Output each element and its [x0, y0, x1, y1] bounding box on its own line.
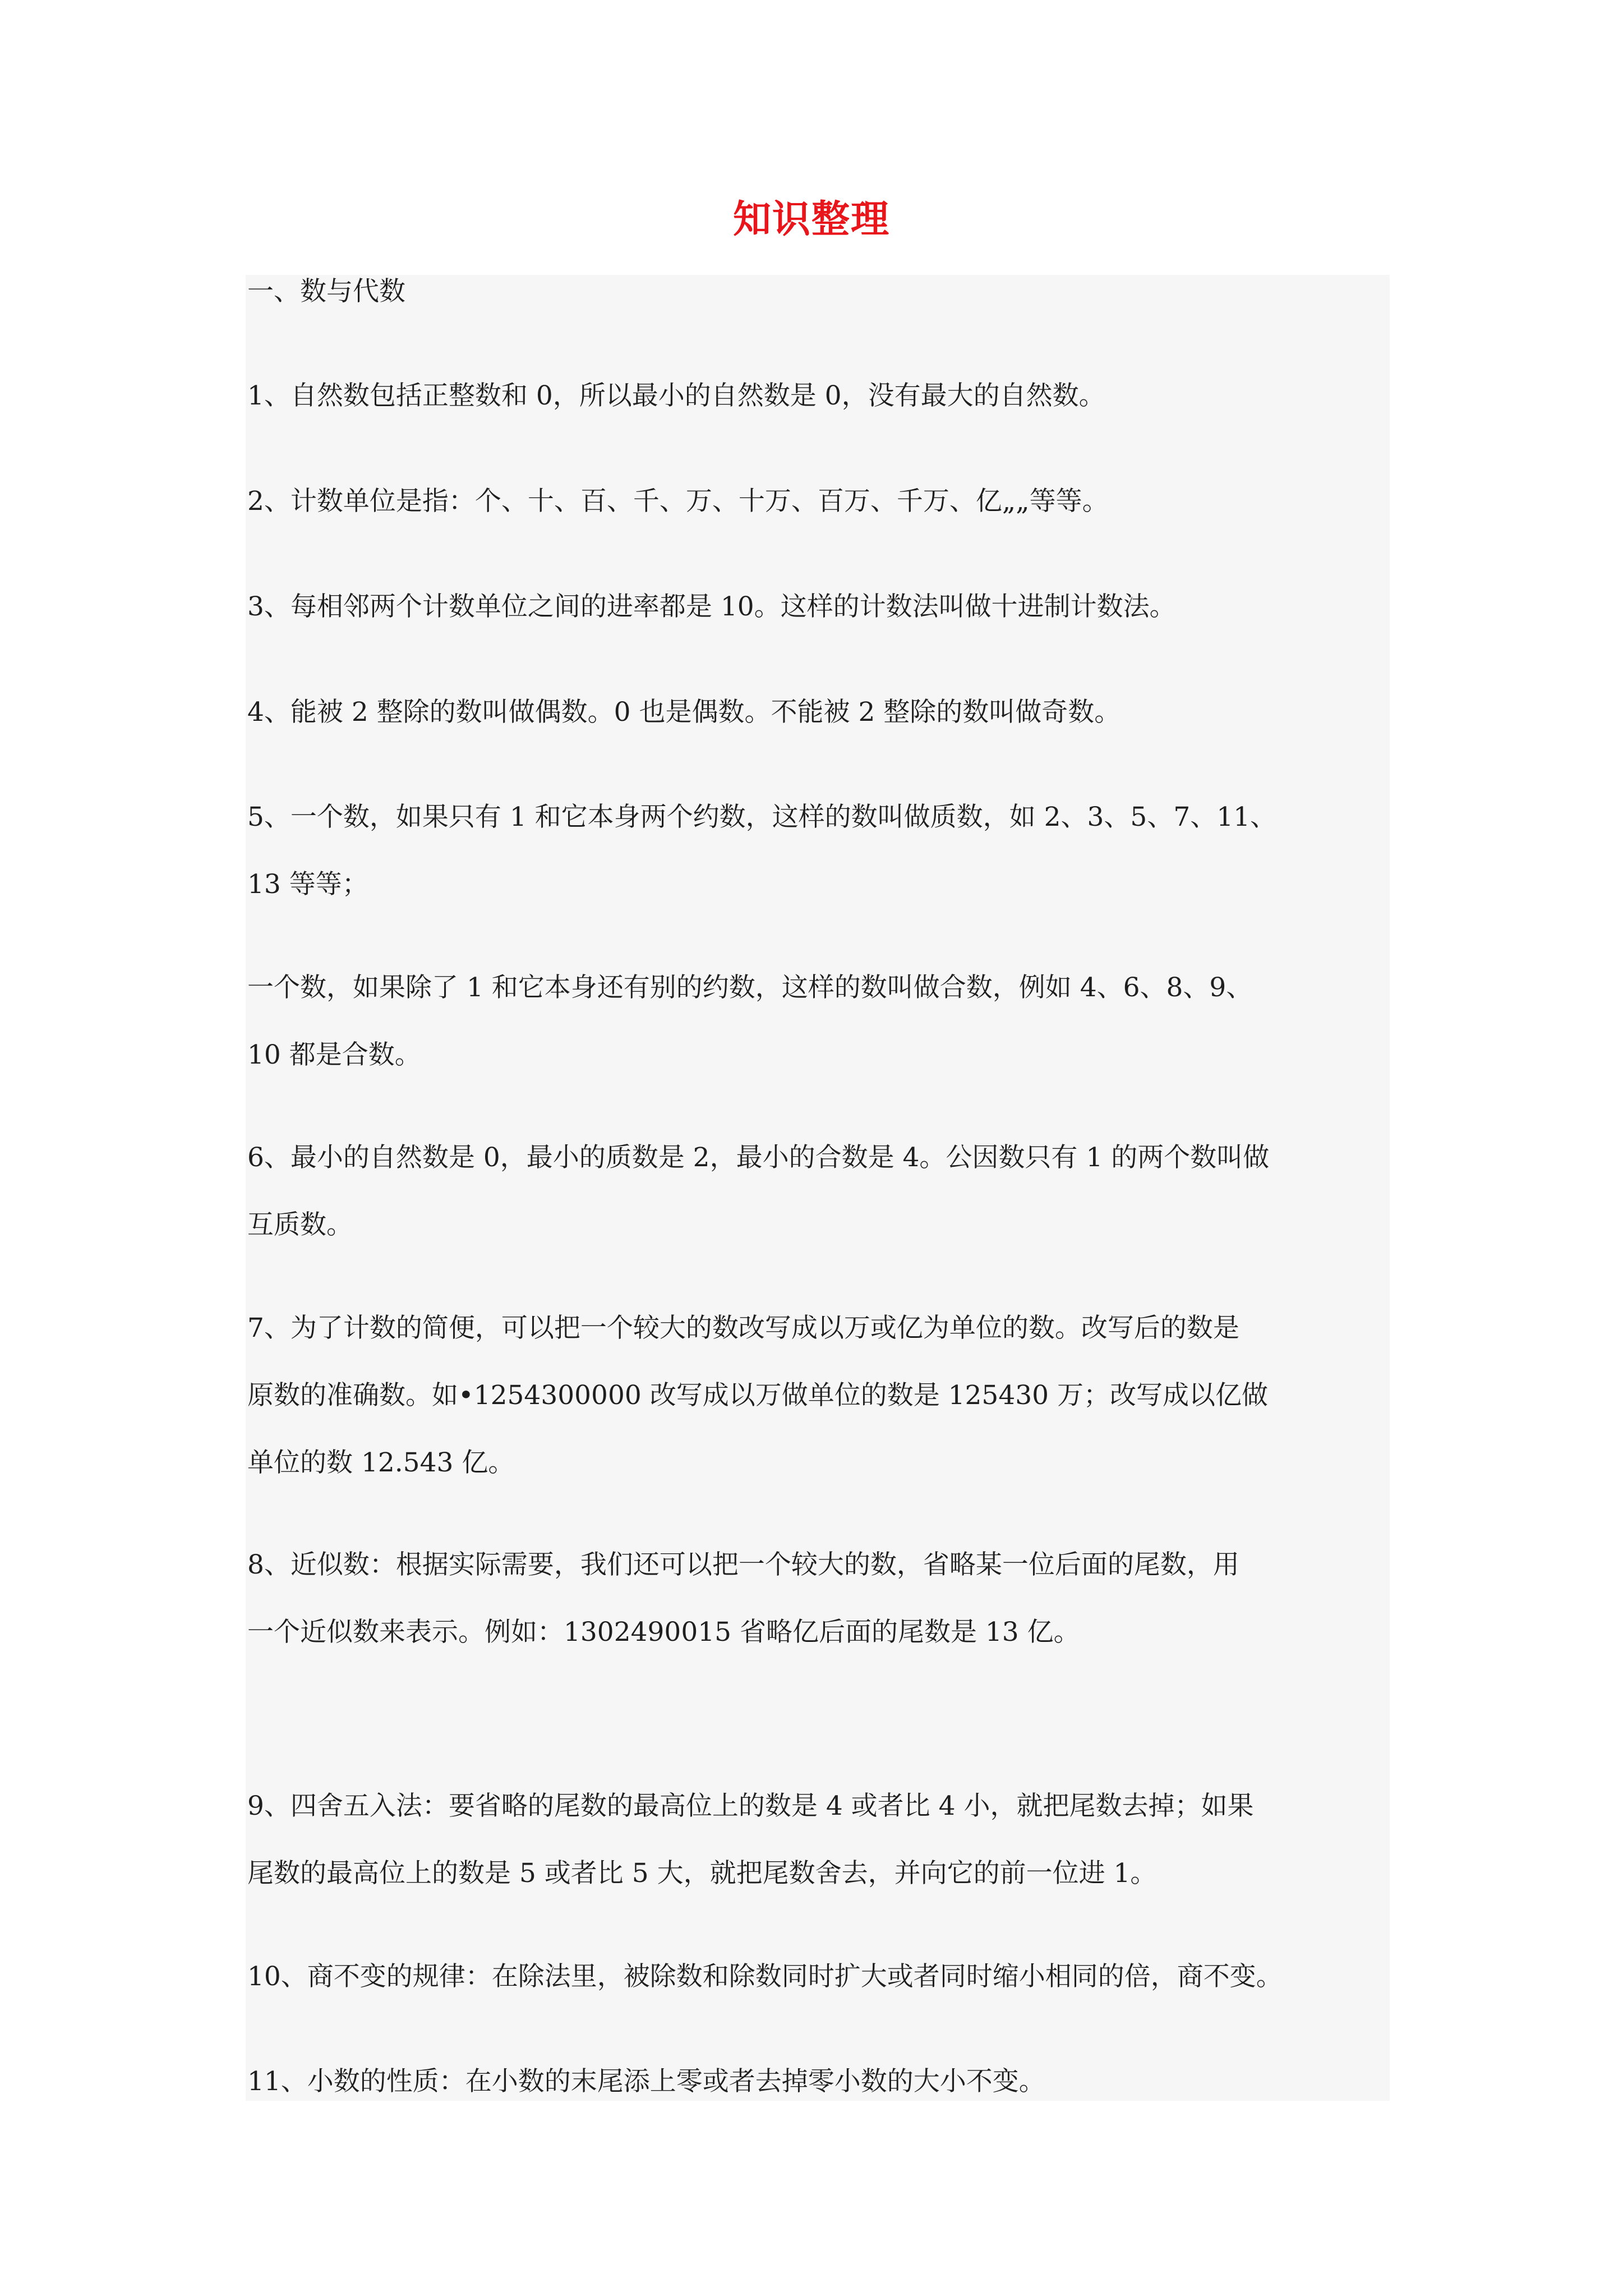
item-2-line-1: 2、计数单位是指：个、十、百、千、万、十万、百万、千万、亿„„等等。 [247, 486, 1109, 517]
composite-paragraph-line-1: 一个数，如果除了 1 和它本身还有别的约数，这样的数叫做合数，例如 4、6、8、9、 [247, 972, 1253, 1003]
page-title: 知识整理 [732, 197, 890, 242]
item-8-line-1: 8、近似数：根据实际需要，我们还可以把一个较大的数，省略某一位后面的尾数，用 [247, 1549, 1239, 1580]
item-9-line-1: 9、四舍五入法：要省略的尾数的最高位上的数是 4 或者比 4 小，就把尾数去掉；如果 [247, 1791, 1254, 1821]
item-5-line-1: 5、一个数，如果只有 1 和它本身两个约数，这样的数叫做质数，如 2、3、5、7、11、 [247, 802, 1277, 832]
item-3-line-1: 3、每相邻两个计数单位之间的进率都是 10。这样的计数法叫做十进制计数法。 [247, 591, 1176, 622]
item-11-line-1: 11、小数的性质：在小数的末尾添上零或者去掉零小数的大小不变。 [247, 2066, 1045, 2097]
item-6-line-2: 互质数。 [247, 1209, 353, 1240]
content-panel [246, 275, 1390, 2101]
section-heading: 一、数与代数 [247, 276, 405, 307]
item-6-line-1: 6、最小的自然数是 0，最小的质数是 2，最小的合数是 4。公因数只有 1 的两个数叫做 [247, 1142, 1270, 1173]
item-7-line-2: 原数的准确数。如•1254300000 改写成以万做单位的数是 125430 万；改写成以亿做 [247, 1380, 1268, 1411]
item-5-line-2: 13 等等； [247, 869, 368, 900]
item-7-line-1: 7、为了计数的简便，可以把一个较大的数改写成以万或亿为单位的数。改写后的数是 [247, 1313, 1239, 1343]
item-8-line-2: 一个近似数来表示。例如：1302490015 省略亿后面的尾数是 13 亿。 [247, 1617, 1080, 1648]
composite-paragraph-line-2: 10 都是合数。 [247, 1039, 421, 1070]
item-9-line-2: 尾数的最高位上的数是 5 或者比 5 大，就把尾数舍去，并向它的前一位进 1。 [247, 1858, 1157, 1889]
item-7-line-3: 单位的数 12.543 亿。 [247, 1447, 515, 1478]
item-10-line-1: 10、商不变的规律：在除法里，被除数和除数同时扩大或者同时缩小相同的倍，商不变。 [247, 1961, 1283, 1992]
item-4-line-1: 4、能被 2 整除的数叫做偶数。0 也是偶数。不能被 2 整除的数叫做奇数。 [247, 697, 1121, 728]
item-1-line-1: 1、自然数包括正整数和 0，所以最小的自然数是 0，没有最大的自然数。 [247, 380, 1105, 411]
